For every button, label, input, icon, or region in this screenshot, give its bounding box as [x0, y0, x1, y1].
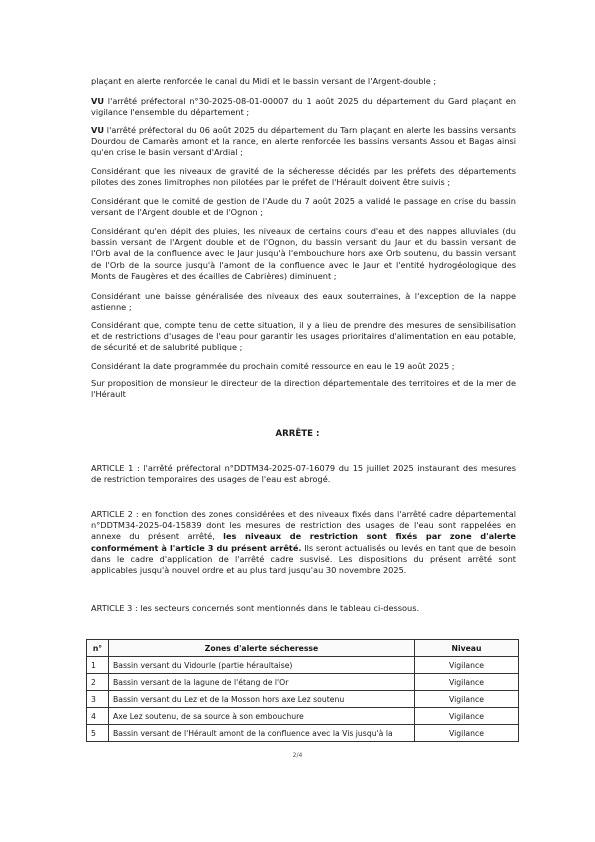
drought-zones-table	[86, 639, 519, 742]
zone-level: Vigilance	[415, 725, 519, 742]
zone-level: Vigilance	[415, 691, 519, 708]
paragraph-text: Sur proposition de monsieur le directeur de la direction départementale des territoires et de la mer de l'Hérault	[91, 378, 516, 400]
paragraph-groundwater	[91, 291, 516, 313]
paragraph-tarn-decree	[91, 125, 516, 159]
table-row	[87, 691, 519, 708]
article-text: Ils seront actualisés ou levés en tant que de besoin dans le cadre d'application de l'arrêté cadre susvisé. Les dispositions du présent arrêté sont applicables jusqu'à nouvel ordre et au plus tard jusqu'au 30 novembre 2025.	[91, 542, 516, 576]
paragraph-river-levels	[91, 226, 516, 282]
article-text: ARTICLE 2 : en fonction des zones considérées et des niveaux fixés dans l'arrêté cadre départemental n°DDTM34-2025-04-15839 dont les mesures de restriction des usages de l'eau sont rappelées en annexe du présent arrêté,	[91, 509, 516, 542]
zone-number: 5	[87, 725, 109, 742]
zone-name: Axe Lez soutenu, de sa source à son embouchure	[109, 708, 415, 725]
paragraph-gard-decree	[91, 96, 516, 118]
zone-level: Vigilance	[415, 708, 519, 725]
paragraph-text: Considérant une baisse généralisée des niveaux des eaux souterraines, à l'exception de la nappe astienne ;	[91, 291, 516, 313]
page-number: 2/4	[292, 752, 303, 759]
column-header-level: Niveau	[415, 640, 519, 657]
column-header-zone: Zones d'alerte sécheresse	[109, 640, 415, 657]
article-text: ARTICLE 3 : les secteurs concernés sont mentionnés dans le tableau ci-dessous.	[91, 603, 420, 613]
zone-level: Vigilance	[415, 674, 519, 691]
paragraph-text: Considérant que, compte tenu de cette situation, il y a lieu de prendre des mesures de sensibilisation et de restrictions d'usages de l'eau pour garantir les usages prioritaires d'alimentation en eau potable, de sécurité et de salubrité publique ;	[91, 320, 516, 353]
paragraph-text: l'arrêté préfectoral du 06 août 2025 du département du Tarn plaçant en alerte les bassins versants Dourdou de Camarès amont et la rance, en alerte renforcée les bassins versants Assou et Bagas ainsi qu'en crise le basin versant d'Ardial ;	[91, 125, 516, 158]
table-row	[87, 657, 519, 674]
paragraph-next-committee	[91, 361, 516, 372]
article-2	[91, 509, 516, 576]
paragraph-text: Considérant que le comité de gestion de l'Aude du 7 août 2025 a validé le passage en crise du bassin versant de l'Argent double et de l'Ognon ;	[91, 196, 516, 218]
paragraph-aude-alert	[91, 76, 516, 87]
zone-level: Vigilance	[415, 657, 519, 674]
zone-number: 2	[87, 674, 109, 691]
paragraph-restriction-measures	[91, 320, 516, 354]
zone-number: 4	[87, 708, 109, 725]
paragraph-text: Considérant que les niveaux de gravité de la sécheresse décidés par les préfets des départements pilotes des zones limitrophes non pilotées par le préfet de l'Hérault doivent être suivis ;	[91, 166, 516, 188]
paragraph-aude-committee	[91, 196, 516, 218]
table-row	[87, 708, 519, 725]
paragraph-text: Considérant la date programmée du prochain comité ressource en eau le 19 août 2025 ;	[91, 361, 455, 371]
article-1	[91, 463, 516, 485]
paragraph-proposal	[91, 378, 516, 400]
zone-name: Bassin versant de l'Hérault amont de la confluence avec la Vis jusqu'à la	[109, 725, 415, 742]
paragraph-text: l'arrêté préfectoral n°30-2025-08-01-00007 du 1 août 2025 du département du Gard plaçant en vigilance l'ensemble du département ;	[91, 96, 516, 118]
vu-label: VU	[91, 125, 104, 135]
paragraph-text: Considérant qu'en dépit des pluies, les niveaux de certains cours d'eau et des nappes alluviales (du bassin versant de l'Argent double et de l'Ognon, du bassin versant du Jaur et du bassin versant de l'Orb aval de la confluence avec le Jaur jusqu'à l'embouchure hors axe Orb soutenu, du bassin versant de l'Orb de la source jusqu'à l'amont de la confluence avec le Jaur et l'entité hydrogéologique des Monts de Faugères et des écailles de Cabrières) diminuent ;	[91, 226, 516, 281]
paragraph-limitrophe-zones	[91, 166, 516, 188]
zone-name: Bassin versant du Vidourle (partie héraultaise)	[109, 657, 415, 674]
article-3	[91, 603, 516, 614]
zone-name: Bassin versant de la lagune de l'étang de l'Or	[109, 674, 415, 691]
column-header-number: n°	[87, 640, 109, 657]
article-text: ARTICLE 1 : l'arrêté préfectoral n°DDTM34-2025-07-16079 du 15 juillet 2025 instaurant des mesures de restriction temporaires des usages de l'eau est abrogé.	[91, 463, 516, 485]
zone-number: 3	[87, 691, 109, 708]
table-row	[87, 725, 519, 742]
table-header-row	[87, 640, 519, 657]
decree-heading: ARRÊTE :	[275, 429, 320, 439]
table-row	[87, 674, 519, 691]
paragraph-text: plaçant en alerte renforcée le canal du Midi et le bassin versant de l'Argent-double ;	[91, 76, 437, 86]
vu-label: VU	[91, 96, 104, 106]
article-bold-text: les niveaux de restriction sont fixés par zone d'alerte conformément à l'article 3 du présent arrêté.	[91, 531, 516, 553]
zone-number: 1	[87, 657, 109, 674]
zone-name: Bassin versant du Lez et de la Mosson hors axe Lez soutenu	[109, 691, 415, 708]
